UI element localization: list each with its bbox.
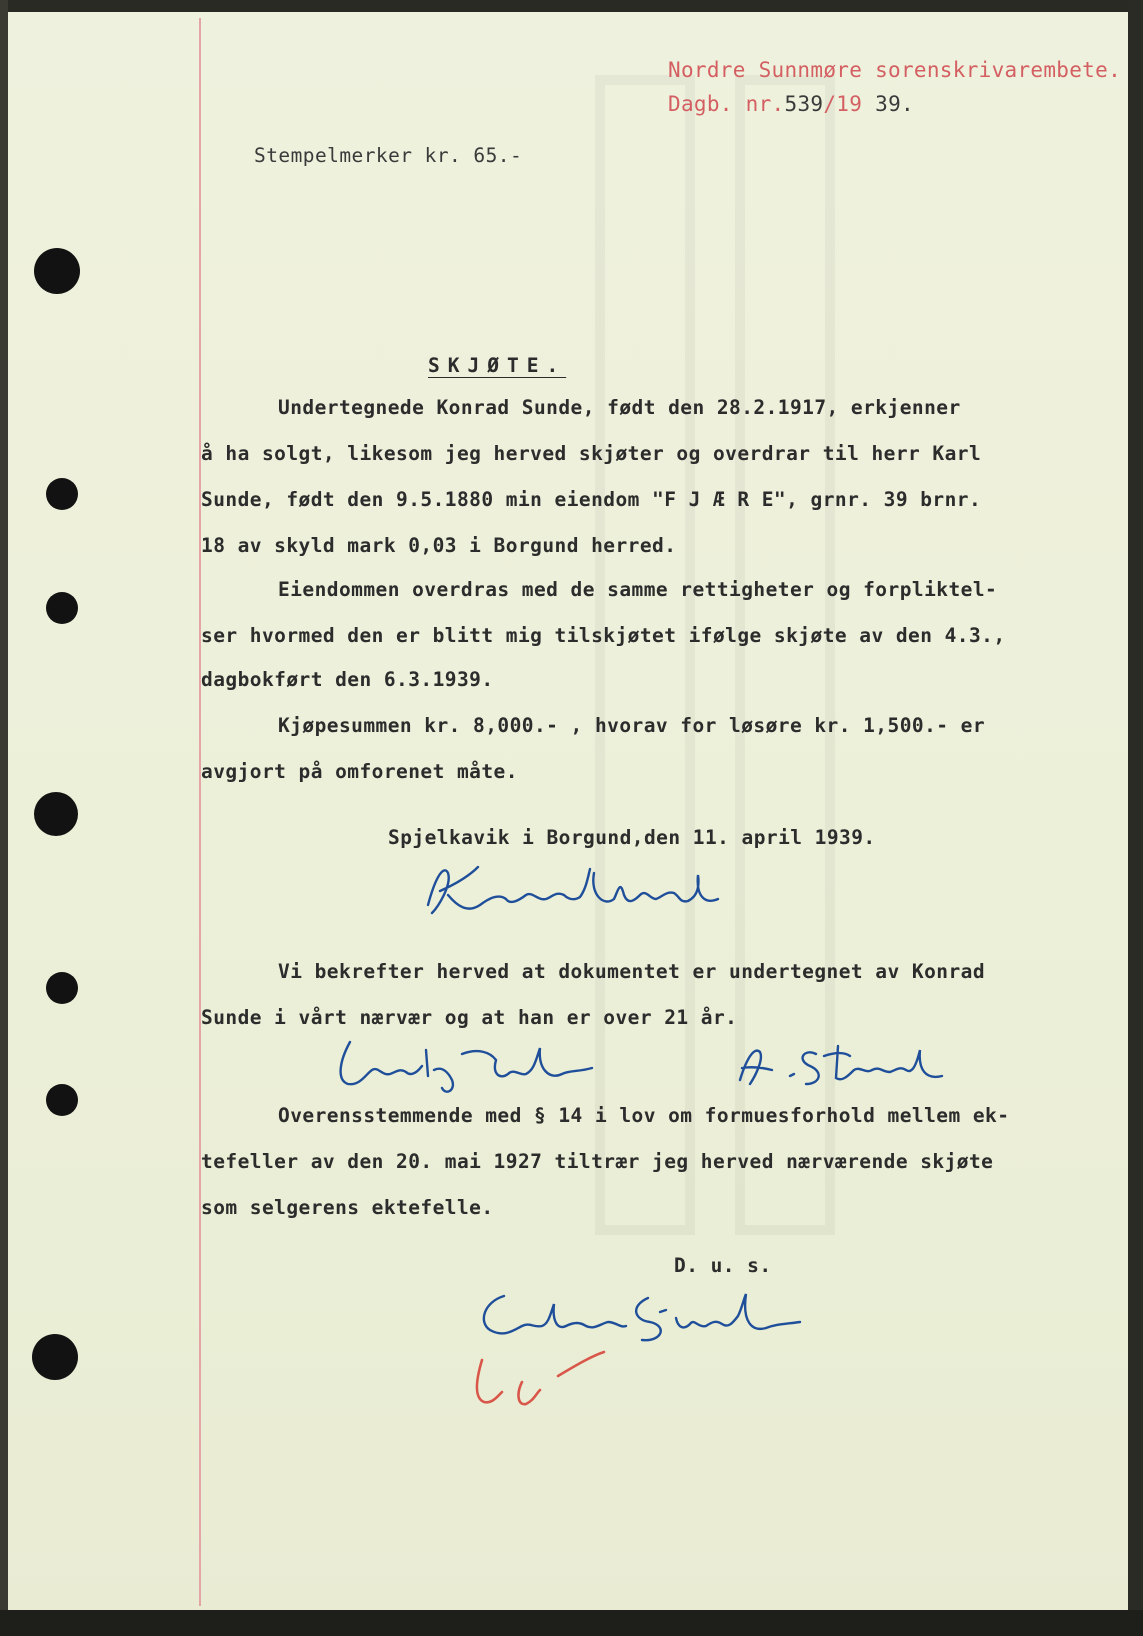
punch-hole: [34, 248, 80, 294]
text-line: å ha solgt, likesom jeg herved skjøter og overdrar til herr Karl: [201, 442, 982, 465]
text-line: Vi bekrefter herved at dokumentet er undertegnet av Konrad: [278, 960, 986, 983]
text-line: dagbokført den 6.3.1939.: [201, 668, 494, 691]
text-line: ser hvormed den er blitt mig tilskjøtet ifølge skjøte av den 4.3.,: [201, 624, 1006, 647]
text-line: Sunde i vårt nærvær og at han er over 21 år.: [201, 1006, 738, 1029]
text-line: Eiendommen overdras med de samme rettigheter og forpliktel-: [278, 578, 998, 601]
text-line: Sunde, født den 9.5.1880 min eiendom "F J Æ R E", grnr. 39 brnr.: [201, 488, 982, 511]
office-stamp: Nordre Sunnmøre sorenskrivarembete.: [668, 58, 1122, 82]
witness-signature-2: [720, 1026, 950, 1096]
punch-hole: [46, 478, 78, 510]
scan-edge-bottom: [0, 1610, 1143, 1636]
diary-number: 539: [784, 92, 824, 116]
punch-hole: [46, 1084, 78, 1116]
stamp-duty-line: Stempelmerker kr. 65.-: [254, 144, 523, 167]
scan-edge-right: [1128, 0, 1143, 1636]
text-line: som selgerens ektefelle.: [201, 1196, 494, 1219]
text-line: Overensstemmende med § 14 i lov om formuesforhold mellem ek-: [278, 1104, 1010, 1127]
spouse-signature: [470, 1282, 810, 1352]
dus-line: D. u. s.: [674, 1254, 772, 1277]
text-line: 18 av skyld mark 0,03 i Borgund herred.: [201, 534, 677, 557]
punch-hole: [46, 972, 78, 1004]
diary-number-stamp: [668, 92, 914, 116]
witness-signature-1: [330, 1030, 600, 1100]
text-line: Undertegnede Konrad Sunde, født den 28.2.1917, erkjenner: [278, 396, 961, 419]
scan-edge-top: [0, 0, 1143, 12]
punch-hole: [46, 592, 78, 624]
text-line: tefeller av den 20. mai 1927 tiltrær jeg herved nærværende skjøte: [201, 1150, 994, 1173]
text-line: Kjøpesummen kr. 8,000.- , hvorav for løsøre kr. 1,500.- er: [278, 714, 986, 737]
margin-rule: [199, 18, 201, 1606]
seller-signature: [418, 855, 728, 925]
punch-hole: [34, 792, 78, 836]
text-line: avgjort på omforenet måte.: [201, 760, 518, 783]
document-title: SKJØTE.: [428, 354, 567, 377]
diary-year-typed: 39.: [875, 92, 914, 116]
diary-year-printed: /19: [823, 92, 863, 116]
place-date-line: Spjelkavik i Borgund,den 11. april 1939.: [388, 826, 876, 849]
diary-prefix: Dagb. nr.: [668, 92, 785, 116]
punch-hole: [32, 1334, 78, 1380]
pencil-initials: [468, 1346, 618, 1416]
scan-edge-left: [0, 0, 8, 1636]
